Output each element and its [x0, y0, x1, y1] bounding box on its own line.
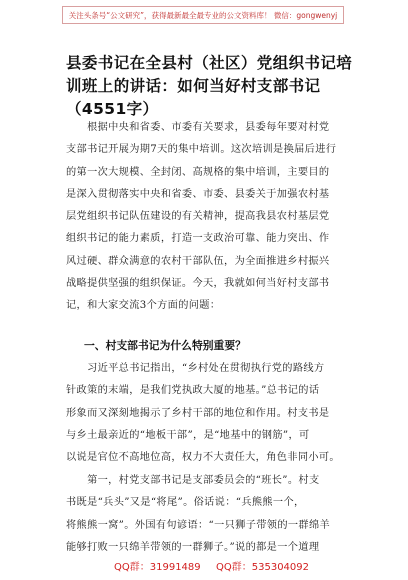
text-line: 层党组织书记队伍建设的有关精神，提高我县农村基层党 — [66, 211, 330, 223]
text-line: 组织书记的能力素质，打造一支政治可靠、能力突出、作 — [66, 233, 330, 245]
text-line: 记，和大家交流3个方面的问题： — [66, 300, 221, 312]
text-line: 根据中央和省委、市委有关要求，县委每年要对村党 — [66, 122, 330, 133]
section-heading: 一、村支部书记为什么特别重要？ — [84, 339, 246, 352]
text-line: 与乡土最亲近的“地板干部”，是“地基中的钢筋”，可 — [66, 429, 310, 441]
header-banner — [62, 6, 344, 24]
footer-qq-group-1: QQ群：31991489 — [114, 562, 201, 573]
text-line: 是深入贯彻落实中央和省委、市委、县委关于加强农村基 — [66, 188, 330, 200]
footer-qq-group-2: QQ群：535304092 — [216, 562, 310, 573]
quote-paragraph — [66, 358, 353, 469]
header-banner-text: 关注头条号“公文研究”，获得最新最全最专业的公文资料库！ 微信：gongwenyj — [68, 10, 338, 20]
text-line: 风过硬、群众满意的农村干部队伍，为全面推进乡村振兴 — [66, 255, 330, 267]
text-line: 将熊熊一窝”。外国有句谚语：“一只狮子带领的一群绵羊 — [66, 519, 331, 531]
document-title — [66, 52, 356, 121]
title-line: （4551字） — [66, 100, 159, 118]
text-line: 形象而又深刻地揭示了乡村干部的地位和作用。村支书是 — [66, 407, 330, 419]
footer — [0, 556, 408, 574]
text-line: 习近平总书记指出，“乡村处在贯彻执行党的路线方 — [66, 363, 325, 374]
text-line: 能够打败一只绵羊带领的一群狮子。”说的都是一个道理 — [66, 541, 320, 553]
text-line: 支部书记开展为期7天的集中培训。这次培训是换届后进行 — [66, 144, 337, 156]
text-line: 书既是“兵头”又是“将尾”。俗话说：“兵熊熊一个， — [66, 497, 305, 509]
text-line: 战略提供坚强的组织保证。今天，我就如何当好村支部书 — [66, 278, 330, 290]
text-line: 以说是官位不高地位高，权力不大责任大，角色非同小可。 — [66, 452, 340, 464]
first-point-paragraph — [66, 470, 353, 559]
text-line: 第一，村党支部书记是支部委员会的“班长”。村支 — [66, 475, 320, 486]
intro-paragraph — [66, 117, 353, 318]
title-line: 训班上的讲话：如何当好村支部书记 — [66, 77, 321, 95]
text-line: 针政策的末端，是我们党执政大厦的地基。”总书记的话 — [66, 385, 320, 397]
text-line: 的第一次大规模、全封闭、高规格的集中培训，主要目的 — [66, 166, 330, 178]
title-line: 县委书记在全县村（社区）党组织书记培 — [66, 54, 353, 72]
